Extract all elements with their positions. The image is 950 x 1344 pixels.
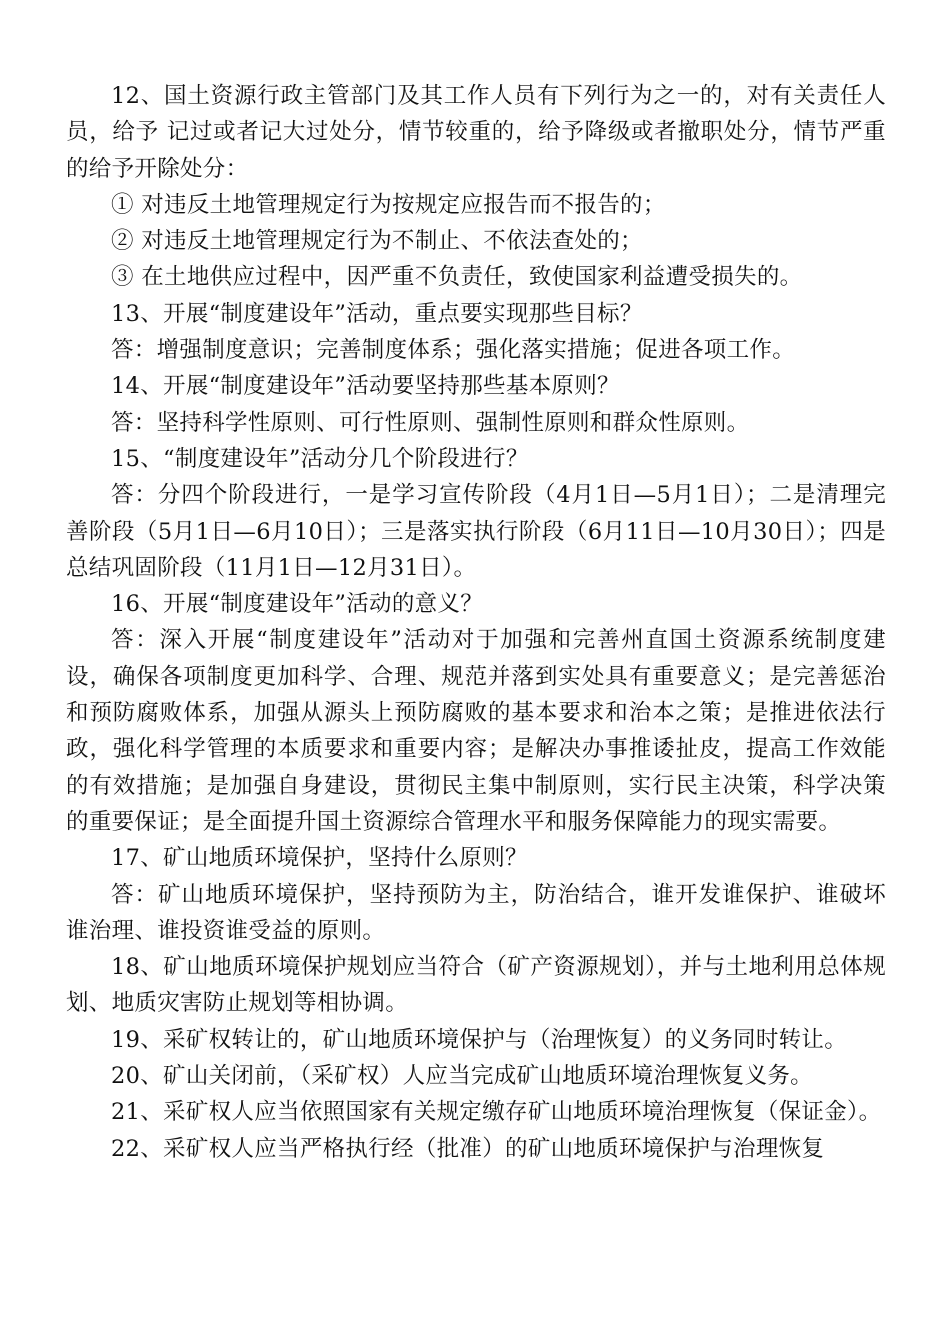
question-16: 16、开展“制度建设年”活动的意义？ [111, 591, 484, 618]
paragraph-item-21: 21、采矿权人应当依照国家有关规定缴存矿山地质环境治理恢复（保证金）。 [111, 1099, 882, 1126]
paragraph-item-19: 19、采矿权转让的，矿山地质环境保护与（治理恢复）的义务同时转让。 [111, 1026, 848, 1053]
paragraph-item-12: 12、国土资源行政主管部门及其工作人员有下列行为之一的，对有关责任人员，给予 记过或者记大过处分，情节较重的，给予降级或者撤职处分，情节严重的给予开除处分： [66, 83, 886, 182]
paragraph-list-item-3: ③ 在土地供应过程中，因严重不负责任，致使国家利益遭受损失的。 [111, 264, 803, 291]
paragraph-list-item-1: ① 对违反土地管理规定行为按规定应报告而不报告的； [111, 191, 666, 218]
document-body [66, 78, 886, 1167]
question-14: 14、开展“制度建设年”活动要坚持那些基本原则？ [111, 373, 620, 400]
answer-17: 答：矿山地质环境保护，坚持预防为主，防治结合，谁开发谁保护、谁破坏谁治理、谁投资谁受益的原则。 [66, 881, 886, 944]
paragraph-list-item-2: ② 对违反土地管理规定行为不制止、不依法查处的； [111, 228, 643, 255]
paragraph-item-22: 22、采矿权人应当严格执行经（批准）的矿山地质环境保护与治理恢复 [111, 1135, 825, 1162]
question-13: 13、开展“制度建设年”活动，重点要实现那些目标？ [111, 300, 643, 327]
paragraph-item-18: 18、矿山地质环境保护规划应当符合（矿产资源规划），并与土地利用总体规划、地质灾害防止规划等相协调。 [66, 954, 886, 1017]
answer-15: 答：分四个阶段进行，一是学习宣传阶段（4月1日—5月1日）；二是清理完善阶段（5月1日—6月10日）；三是落实执行阶段（6月11日—10月30日）；四是总结巩固阶段（11月1日—12月31日）。 [66, 482, 886, 581]
answer-13: 答：增强制度意识；完善制度体系；强化落实措施；促进各项工作。 [111, 337, 796, 364]
question-17: 17、矿山地质环境保护，坚持什么原则？ [111, 845, 528, 872]
paragraph-item-20: 20、矿山关闭前，（采矿权）人应当完成矿山地质环境治理恢复义务。 [111, 1063, 813, 1090]
answer-14: 答：坚持科学性原则、可行性原则、强制性原则和群众性原则。 [111, 409, 750, 436]
answer-16: 答：深入开展“制度建设年”活动对于加强和完善州直国土资源系统制度建设，确保各项制度更加科学、合理、规范并落到实处具有重要意义；是完善惩治和预防腐败体系，加强从源头上预防腐败的基本要求和治本之策；是推进依法行政，强化科学管理的本质要求和重要内容；是解决办事推诿扯皮，提高工作效能的有效措施；是加强自身建设，贯彻民主集中制原则，实行民主决策，科学决策的重要保证；是全面提升国土资源综合管理水平和服务保障能力的现实需要。 [66, 627, 886, 835]
question-15: 15、“制度建设年”活动分几个阶段进行？ [111, 445, 529, 472]
